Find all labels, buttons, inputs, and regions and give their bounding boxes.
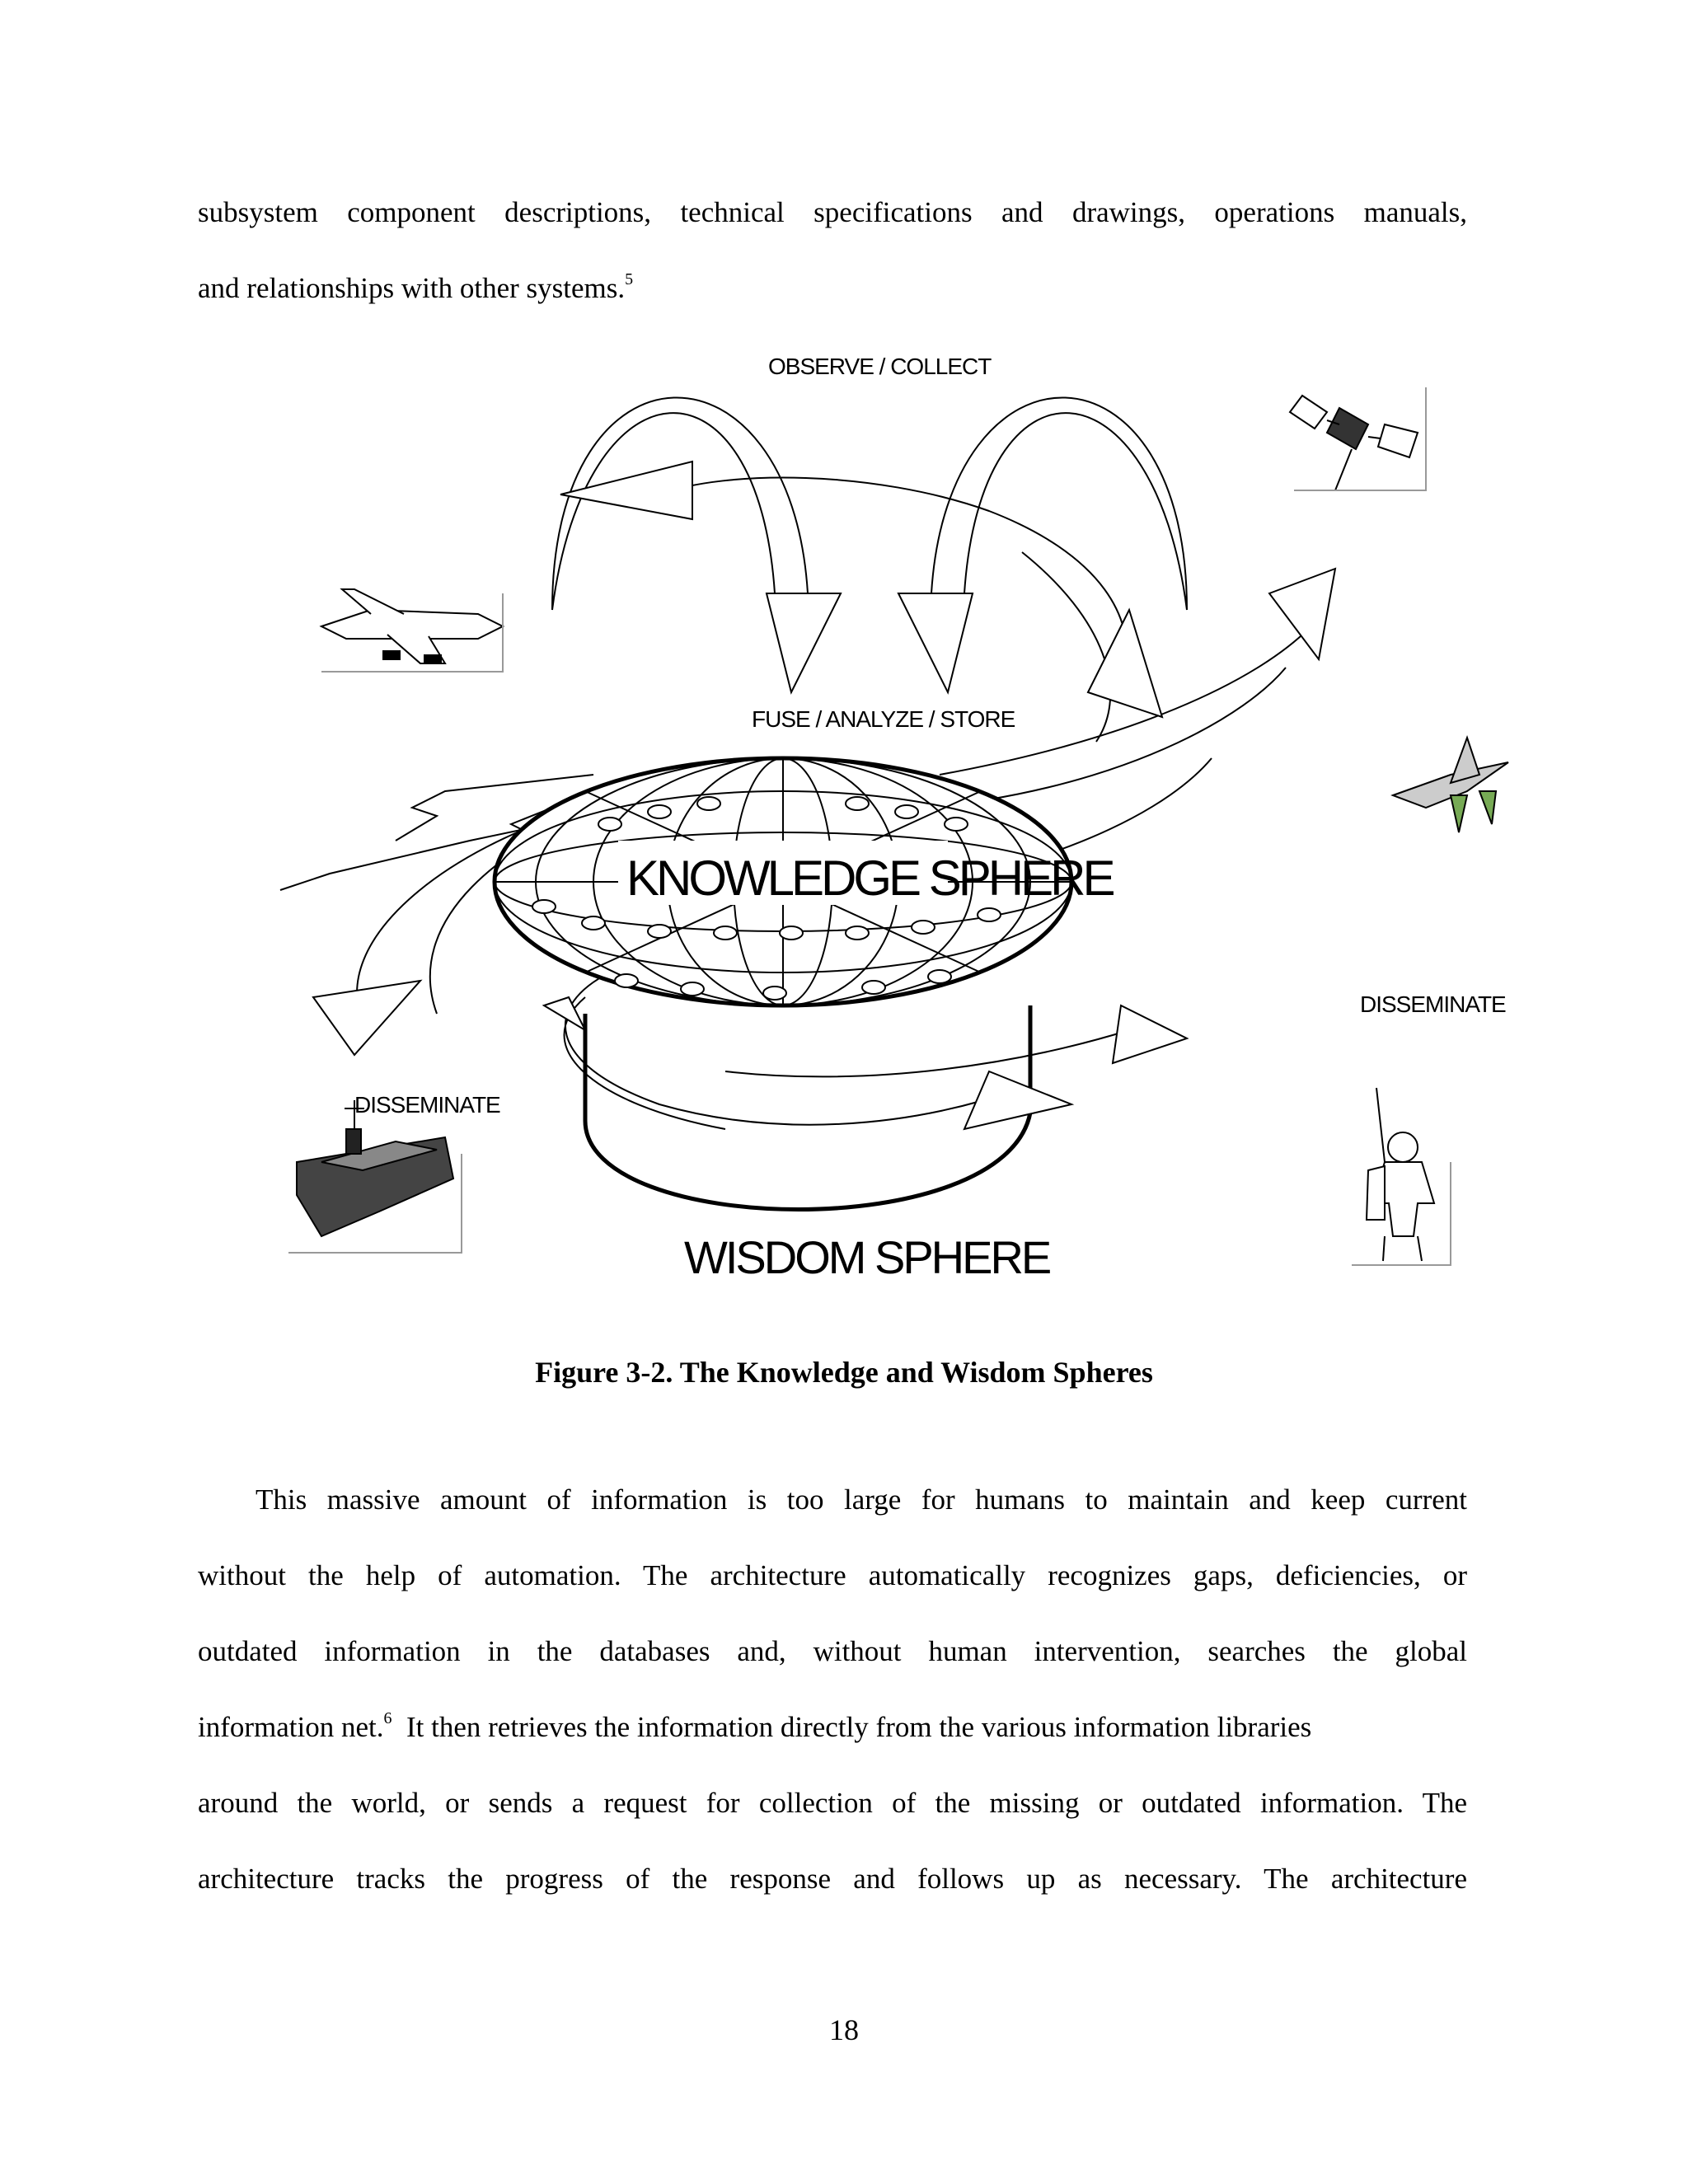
- disseminate-left-label: DISSEMINATE: [354, 1092, 500, 1118]
- wisdom-sphere: [585, 1005, 1050, 1283]
- fuse-analyze-store-label: FUSE / ANALYZE / STORE: [752, 706, 1015, 732]
- body-line-6: architecture tracks the progress of the response and follows up as necessary. The architecture: [198, 1863, 1467, 1895]
- intro-line-1: subsystem component descriptions, technical specifications and drawings, operations manuals,: [198, 196, 1467, 228]
- knowledge-wisdom-figure: [198, 346, 1517, 1294]
- observe-collect-arrows: [552, 397, 1187, 692]
- airliner-icon: [321, 589, 503, 672]
- soldier-icon: [1352, 1088, 1451, 1265]
- body-line-5: around the world, or sends a request for collection of the missing or outdated information. The: [198, 1787, 1467, 1819]
- body-line-2: without the help of automation. The architecture automatically recognizes gaps, deficiencies, or: [198, 1559, 1467, 1591]
- body-line-4-end: It then retrieves the information directly from the various information libraries: [392, 1711, 1312, 1743]
- fighter-jet-icon: [1393, 738, 1508, 832]
- body-line-1: This massive amount of information is too large for humans to maintain and keep current: [256, 1483, 1467, 1516]
- body-line-4-start: information net.: [198, 1711, 384, 1743]
- knowledge-sphere: [495, 758, 1114, 1005]
- body-line-3: outdated information in the databases and, without human intervention, searches the global: [198, 1635, 1467, 1667]
- footnote-ref-6: 6: [383, 1709, 392, 1727]
- wisdom-sphere-label: WISDOM SPHERE: [684, 1231, 1050, 1283]
- page-number: 18: [829, 2013, 859, 2046]
- observe-collect-label: OBSERVE / COLLECT: [768, 354, 992, 379]
- knowledge-sphere-label: KNOWLEDGE SPHERE: [626, 851, 1113, 906]
- disseminate-right-label: DISSEMINATE: [1360, 991, 1506, 1017]
- figure-caption: Figure 3-2. The Knowledge and Wisdom Spheres: [535, 1356, 1153, 1389]
- intro-line-2: [198, 272, 1467, 305]
- aircraft-carrier-icon: [288, 1100, 462, 1253]
- intro-line-2-text: and relationships with other systems.: [198, 272, 626, 304]
- body-line-4: [198, 1711, 1467, 1744]
- footnote-ref-5: 5: [625, 270, 634, 288]
- satellite-icon: [1290, 387, 1426, 490]
